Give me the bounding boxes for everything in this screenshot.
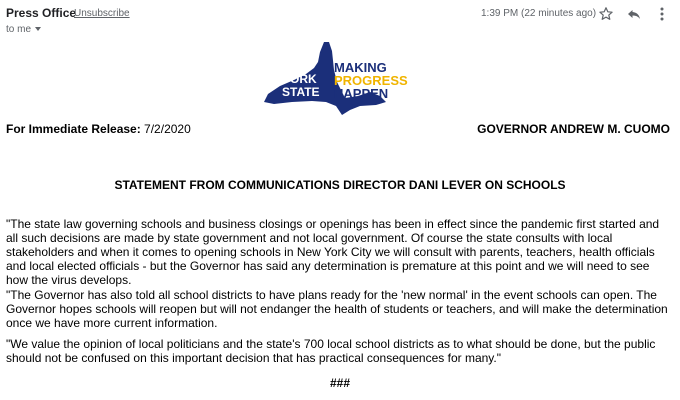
star-icon[interactable]: [598, 6, 616, 22]
logo-state: STATE: [282, 85, 320, 99]
reply-icon[interactable]: [626, 6, 644, 22]
email-header: [6, 4, 674, 40]
release-date: 7/2/2020: [140, 122, 191, 136]
recipient-label: to me: [6, 24, 32, 35]
release-row: [6, 122, 670, 138]
recipient-toggle[interactable]: [6, 24, 41, 35]
statement-paragraph-2: "The Governor has also told all school districts to have plans ready for the 'new normal' in the event schools can open. The Governor hopes schools will reopen but will not endanger the health of students or teachers, and will make the determination once we have more current information.: [6, 288, 668, 330]
sender-name[interactable]: Press Office: [6, 6, 77, 20]
logo-new: NEW: [284, 59, 312, 73]
statement-paragraph-1: "The state law governing schools and business closings or openings has been in effect since the pandemic first started and all such decisions are made by state government and not local government. Of course the state consults with local stakeholders and when it comes to opening schools in New York City we will consult with parents, teachers, health officials and local elected officials - but the Governor has said any determination is premature at this point and we will need to see how the virus develops.: [6, 217, 660, 287]
statement-title: STATEMENT FROM COMMUNICATIONS DIRECTOR DANI LEVER ON SCHOOLS: [114, 178, 566, 192]
chevron-down-icon: [35, 27, 41, 31]
release-label: For Immediate Release:: [6, 122, 141, 136]
timestamp: 1:39 PM (22 minutes ago): [481, 8, 597, 19]
logo-happen: HAPPEN: [334, 86, 389, 101]
unsubscribe-link[interactable]: Unsubscribe: [74, 8, 130, 19]
end-mark: ###: [329, 376, 351, 390]
governor-name: GOVERNOR ANDREW M. CUOMO: [477, 122, 670, 136]
logo-progress: PROGRESS: [334, 73, 408, 88]
nys-logo: [262, 40, 418, 116]
logo-york: YORK: [282, 72, 317, 86]
statement-paragraph-3: "We value the opinion of local politicians and the state's 700 local school districts as to what should be done, but the public should not be confused on this important decision that has practical consequences for many.": [6, 337, 656, 365]
more-icon[interactable]: [654, 6, 672, 22]
logo-making: MAKING: [334, 60, 387, 75]
release-info: [6, 122, 191, 136]
